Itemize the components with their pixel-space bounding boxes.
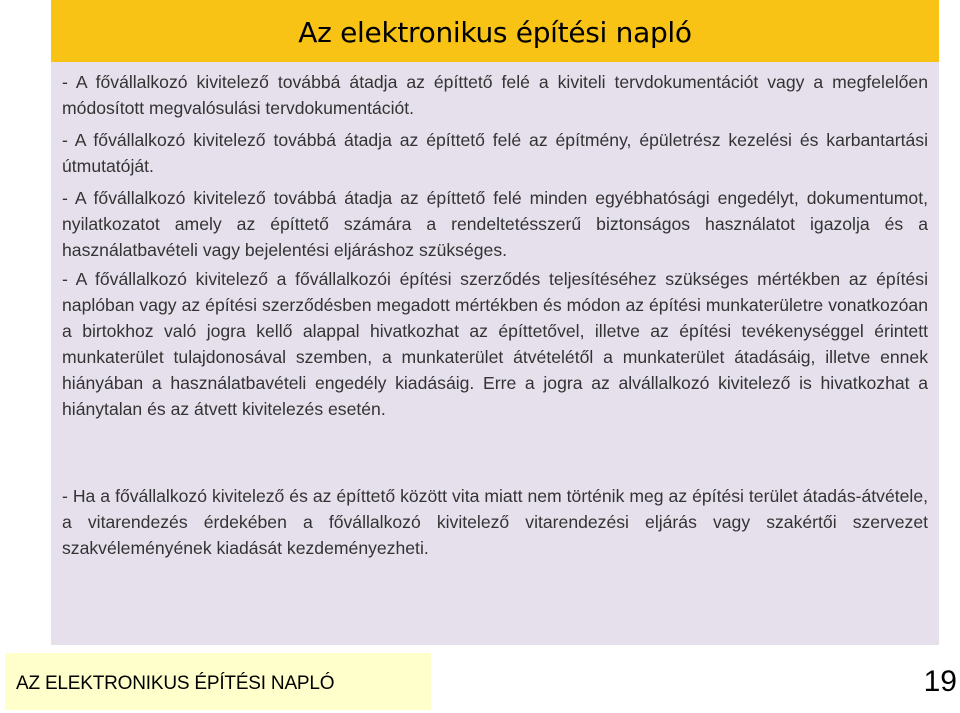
title-bar	[51, 0, 939, 62]
paragraph-maintenance-guide: - A fővállalkozó kivitelező továbbá átadja az építtető felé az építmény, épületrész kezelési és karbantartási útmutatóját.	[62, 130, 928, 176]
footer-box	[5, 653, 431, 710]
footer-label: AZ ELEKTRONIKUS ÉPÍTÉSI NAPLÓ	[16, 672, 335, 694]
paragraph-dispute: - Ha a fővállalkozó kivitelező és az építtető között vita miatt nem történik meg az építési terület átadás-átvétele, a vitarendezés érdekében a fővállalkozó kivitelező vitarendezési eljárás vagy szakértői szervezet szakvéleményének kiadását kezdeményezheti.	[62, 486, 928, 558]
slide-title: Az elektronikus építési napló	[298, 15, 692, 49]
paragraph-permits: - A fővállalkozó kivitelező továbbá átadja az építtető felé minden egyébhatósági engedélyt, dokumentumot, nyilatkozatot amely az építtető számára a rendeltetésszerű biztonságos használatot igazolja és a használatbavételi vagy bejelentési eljáráshoz szükséges.	[62, 188, 928, 260]
page-number: 19	[923, 665, 957, 698]
content-box	[51, 62, 939, 645]
paragraph-design-docs: - A fővállalkozó kivitelező továbbá átadja az építtető felé a kiviteli tervdokumentációt vagy a megfelelően módosított megvalósulási tervdokumentációt.	[62, 72, 928, 118]
paragraph-possession-right: - A fővállalkozó kivitelező a fővállalkozói építési szerződés teljesítéséhez szükséges mértékben az építési naplóban vagy az építési szerződésben megadott mértékben és módon az építési munkaterületre vonatkozóan a birtokhoz való jogra kellő alappal hivatkozhat az építtetővel, illetve az építési tevékenységgel érintett munkaterület tulajdonosával szemben, a munkaterület átvételétől a munkaterület átadásáig, illetve ennek hiányában a használatbavételi engedély kiadásáig. Erre a jogra az alvállalkozó kivitelező is hivatkozhat a hiánytalan és az átvett kivitelezés esetén.	[62, 269, 928, 419]
